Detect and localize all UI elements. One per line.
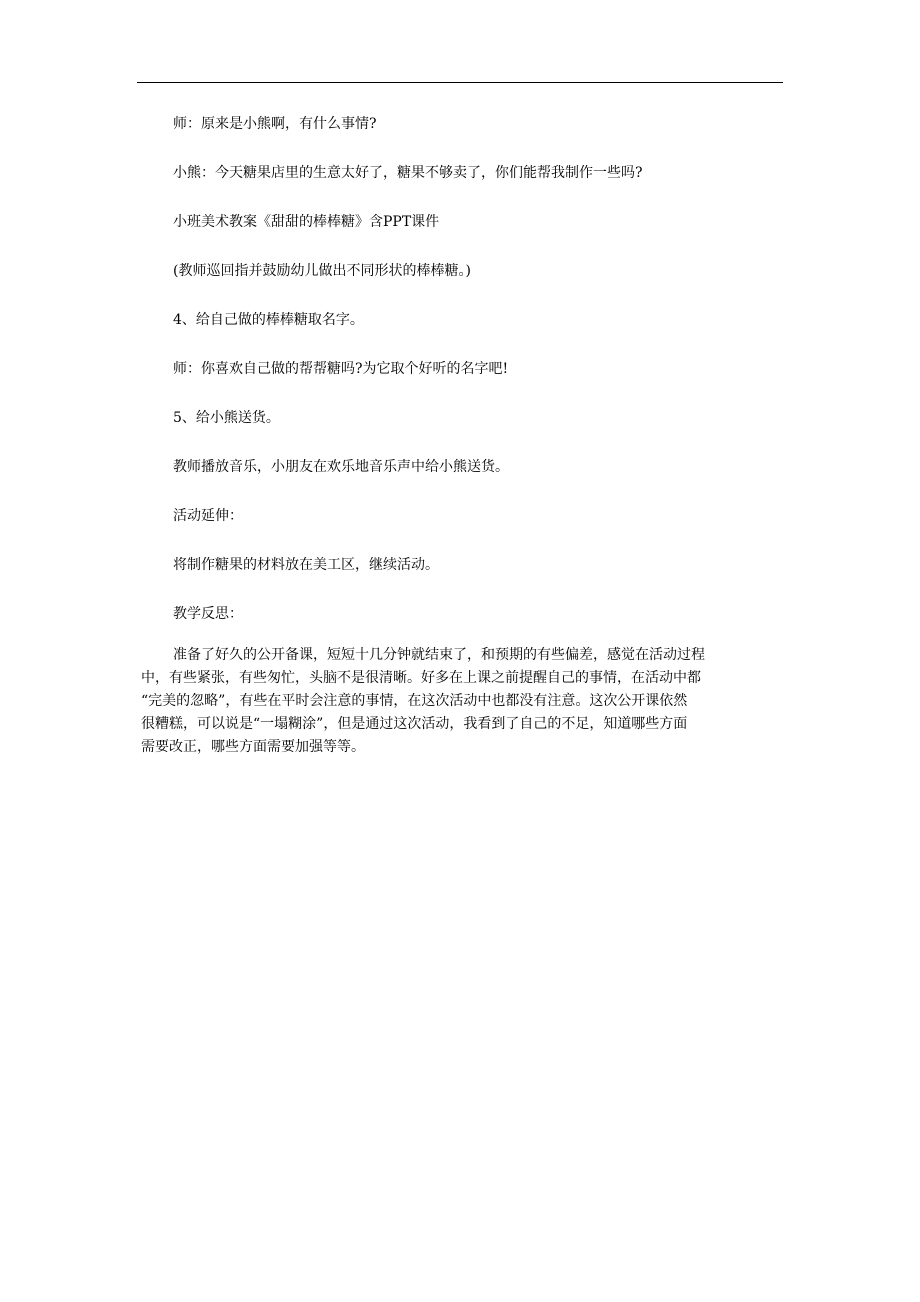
paragraph-step-5: 5、给小熊送货。 [173, 410, 280, 426]
reflection-line: 中，有些紧张，有些匆忙，头脑不是很清晰。好多在上课之前提醒自己的事情，在活动中都 [141, 670, 701, 686]
paragraph-reflection-heading: 教学反思： [173, 606, 243, 622]
reflection-line: 准备了好久的公开备课，短短十几分钟就结束了，和预期的有些偏差，感觉在活动过程 [173, 647, 705, 663]
header-rule [137, 82, 783, 83]
paragraph-reflection-body [141, 644, 781, 759]
paragraph-teacher-question: 师：你喜欢自己做的帮帮糖吗?为它取个好听的名字吧! [173, 361, 509, 377]
paragraph-lesson-title: 小班美术教案《甜甜的棒棒糖》含PPT课件 [173, 214, 440, 230]
paragraph-bear-request: 小熊：今天糖果店里的生意太好了，糖果不够卖了，你们能帮我制作一些吗? [173, 165, 643, 181]
reflection-line: “完美的忽略”，有些在平时会注意的事情，在这次活动中也都没有注意。这次公开课依然 [141, 693, 688, 709]
paragraph-music-delivery: 教师播放音乐，小朋友在欢乐地音乐声中给小熊送货。 [173, 459, 509, 475]
reflection-line: 需要改正，哪些方面需要加强等等。 [141, 739, 365, 755]
paragraph-extension-content: 将制作糖果的材料放在美工区，继续活动。 [173, 557, 439, 573]
paragraph-teacher-guidance: (教师巡回指并鼓励幼儿做出不同形状的棒棒糖。) [173, 263, 471, 279]
paragraph-step-4: 4、给自己做的棒棒糖取名字。 [173, 312, 364, 328]
reflection-line: 很糟糕，可以说是“一塌糊涂”，但是通过这次活动，我看到了自己的不足，知道哪些方面 [141, 716, 688, 732]
paragraph-teacher-greeting: 师：原来是小熊啊，有什么事情? [173, 116, 377, 132]
paragraph-extension-heading: 活动延伸： [173, 508, 243, 524]
